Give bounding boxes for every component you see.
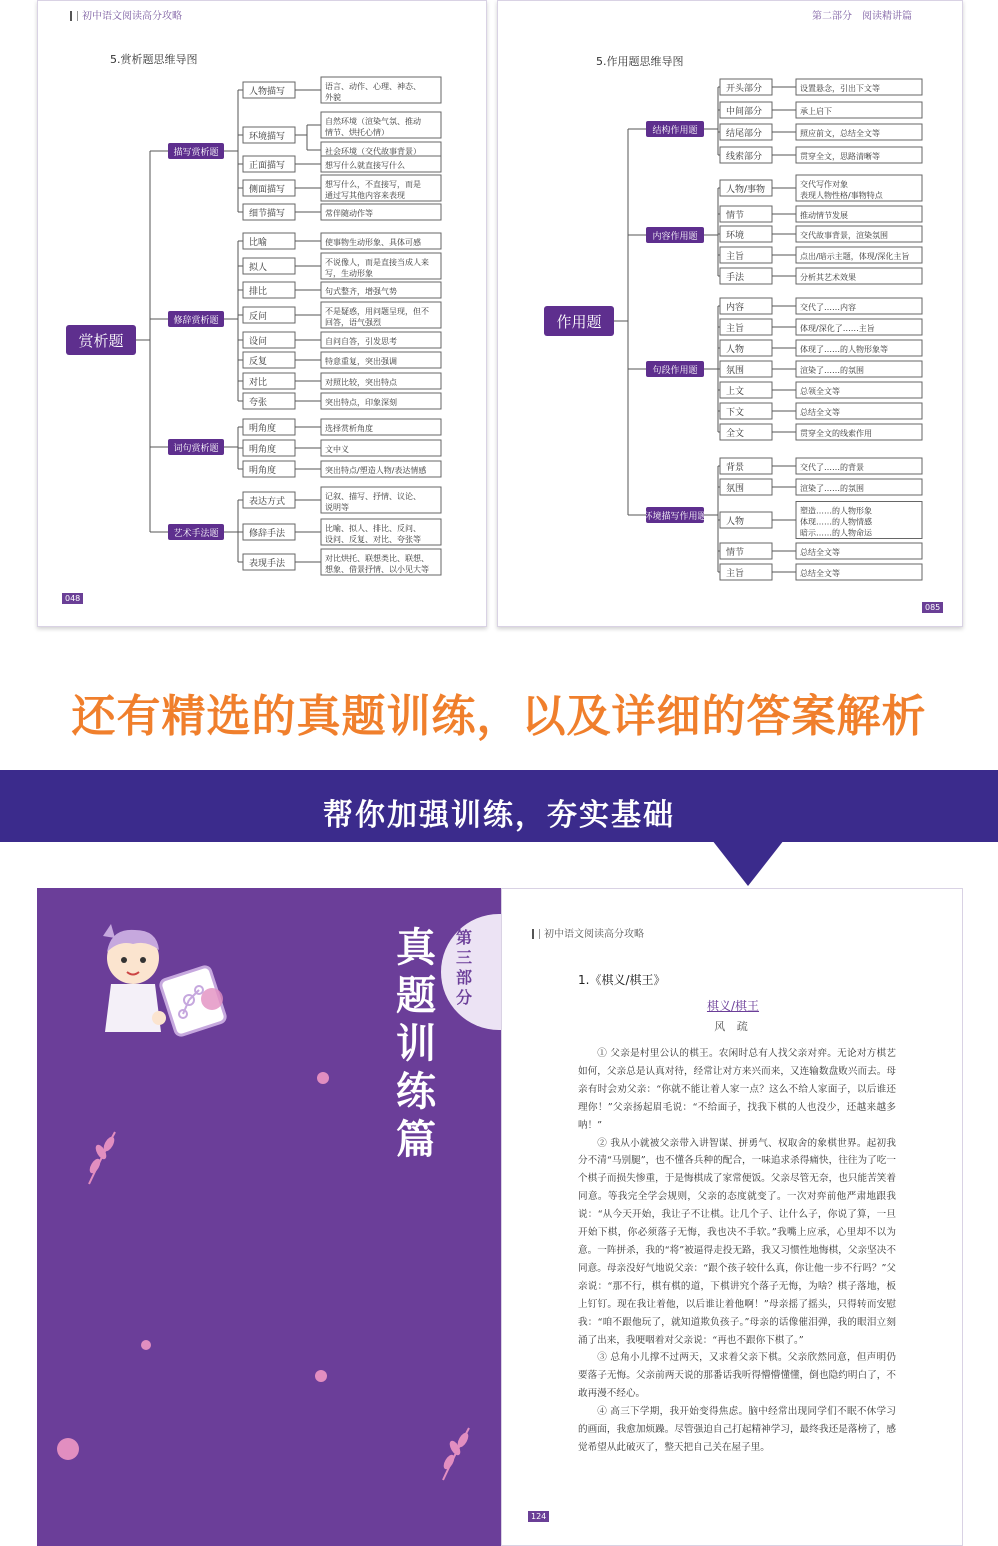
promo-banner-text: 帮你加强训练，夯实基础 (323, 798, 675, 833)
mindmap-root-label: 作用题 (556, 313, 602, 331)
mindmap-description-text: 交代故事背景，渲染氛围 (800, 231, 888, 240)
mindmap-item-label: 氛围 (726, 484, 745, 494)
mindmap-category-label: 句段作用题 (652, 366, 698, 376)
mindmap-description-text: 使事物生动形象、具体可感 (325, 238, 421, 247)
paragraph: ② 我从小就被父亲带入讲智谋、拼勇气、权取舍的象棋世界。起初我分不清“马别腿”，也不懂各兵种的配合，一味追求杀得痛快，往往为了吃一个棋子而损失惨重，于是悔棋成了家常便饭。父亲尽管无奈，也只能苦笑着同意。等我完全学会规则，父亲的态度就变了。一次对弈前他严肃地跟我说：“从今天开始，我让子不让棋。让几个子、让什么子，你说了算，一旦开始下棋，你必须落子无悔，我也决不手软。”我嘴上应承，心里却不以为意。一阵拼杀，我的“将”被逼得走投无路，我又习惯性地悔棋，父亲坚决不同意。母亲没好气地说父亲：“跟个孩子较什么真，你让他一步不行吗？”父亲说：“那不行，棋有棋的道，下棋讲究个落子无悔，为啥？棋子落地，板上钉钉。现在我让着他，以后谁让着他啊！”母亲摇了摇头，只得转而安慰我：“咱不跟他玩了，就知道欺负孩子。”母亲的话像催泪弹，我的眼泪立刻涌了出来，我哽咽着对父亲说：“再也不跟你下棋了。” (578, 1137, 896, 1346)
mindmap-item-label: 人物/事物 (726, 185, 766, 195)
mindmap-description-text: 体现……的人物情感 (800, 517, 872, 527)
mindmap-description-text: 总结全文等 (800, 548, 840, 557)
mindmap-item-label: 手法 (726, 273, 745, 283)
mindmap-item-label: 情节 (726, 548, 745, 558)
promo-headline: 还有精选的真题训练，以及详细的答案解析 (71, 691, 927, 742)
mindmap-item-label: 全文 (726, 429, 745, 439)
mindmap-item-label: 明角度 (249, 445, 277, 455)
mindmap-category-label: 结构作用题 (652, 126, 698, 136)
mindmap-description-text: 交代了……的背景 (800, 463, 864, 472)
mindmap-item-label: 反复 (249, 357, 268, 367)
mindmap-description-text: 社会环境（交代故事背景） (325, 147, 421, 156)
mindmap-item-label: 排比 (249, 287, 268, 297)
mindmap-description-text: 交代了……内容 (800, 303, 856, 312)
mindmap-description-text: 对比烘托、联想类比、联想、 (325, 554, 429, 563)
mindmap-item-label: 上文 (726, 387, 745, 397)
mindmap-description-text: 句式整齐，增强气势 (325, 287, 397, 296)
mindmap-description-text: 回答，语气强烈 (325, 318, 381, 327)
mindmap-item-label: 表现手法 (249, 559, 286, 569)
mindmap-description-text: 总结全文等 (800, 569, 840, 578)
mindmap-category-label: 描写赏析题 (173, 148, 219, 158)
mindmap-description-text: 对照比较，突出特点 (325, 378, 397, 387)
mindmap-item-label: 中间部分 (726, 107, 763, 117)
mindmap-item-label: 设问 (249, 337, 268, 347)
mindmap-description-text: 说明等 (325, 503, 349, 512)
mindmap-description-text: 想象、借景抒情、以小见大等 (325, 565, 429, 574)
mindmap-description-text: 贯穿全文的线索作用 (800, 429, 872, 438)
part-label: 第三部分 (455, 928, 472, 1007)
mindmap-category-label: 内容作用题 (652, 232, 698, 242)
mindmap-description-text: 特意重复，突出强调 (325, 357, 397, 366)
leaf-sprig-icon (81, 1128, 121, 1188)
mindmap-description-text: 通过写其他内容来表现 (325, 191, 405, 200)
mindmap-item-label: 线索部分 (726, 152, 763, 162)
mindmap-item-label: 环境 (726, 231, 745, 241)
decor-dot (201, 988, 223, 1010)
mindmap-description-text: 文中义 (325, 445, 349, 454)
page-header (532, 925, 644, 940)
mindmap-category-label: 词句赏析题 (173, 444, 219, 454)
mindmap-item-label: 主旨 (726, 324, 745, 334)
child-reading-illustration (93, 922, 273, 1052)
mindmap-description-text: 突出特点，印象深刻 (325, 398, 397, 407)
mindmap-item-label: 主旨 (726, 569, 745, 579)
mindmap-description-text: 语言、动作、心理、神态、 (325, 82, 421, 91)
mindmap-description-text: 想写什么，不直接写，而是 (325, 180, 421, 189)
mindmap-item-label: 侧面描写 (249, 185, 286, 195)
mindmap-item-label: 人物描写 (249, 87, 286, 97)
mindmap-description-text: 常伴随动作等 (325, 209, 373, 218)
mindmap-description-text: 贯穿全文，思路清晰等 (800, 152, 880, 161)
mindmap-item-label: 下文 (726, 408, 745, 418)
mindmap-description-text: 承上启下 (800, 107, 832, 116)
mindmap-description-text: 照应前文，总结全文等 (800, 129, 880, 138)
article-body (578, 1045, 896, 1457)
mindmap-description-text: 渲染了……的氛围 (800, 366, 864, 375)
mindmap-item-label: 正面描写 (249, 161, 286, 171)
mindmap-description-text: 写，生动形象 (325, 269, 373, 278)
mindmap-item-label: 明角度 (249, 466, 277, 476)
page-header-text: 初中语文阅读高分攻略 (82, 11, 182, 22)
mindmap-item-label: 情节 (726, 211, 745, 221)
mindmap-description-text: 体现/深化了……主旨 (800, 324, 875, 333)
mindmap-description-text: 塑造……的人物形象 (800, 506, 872, 516)
left-book-page (37, 0, 487, 627)
mindmap-description-text: 体现了……的人物形象等 (800, 345, 888, 354)
mindmap-description-text: 推动情节发展 (800, 211, 848, 220)
mindmap-item-label: 细节描写 (249, 209, 286, 219)
mindmap-description-text: 交代写作对象 (800, 180, 848, 189)
mindmap-category-label: 艺术手法题 (173, 529, 219, 539)
mindmap-item-label: 环境描写 (249, 132, 286, 142)
mindmap-description-text: 点出/暗示主题，体现/深化主旨 (800, 252, 910, 261)
page-number: 124 (528, 1511, 549, 1522)
paragraph: ④ 高三下学期，我开始变得焦虑。脑中经常出现同学们不眠不休学习的画面，我愈加烦躁。尽管强迫自己打起精神学习，最终我还是落榜了，感觉希望从此破灭了，整天把自己关在屋子里。 (578, 1406, 896, 1453)
leaf-sprig-icon (435, 1424, 475, 1484)
mindmap-root-label: 赏析题 (78, 332, 124, 350)
mindmap-item-label: 明角度 (249, 424, 277, 434)
mindmap-description-text: 不说像人，而是直接当成人来 (325, 258, 429, 267)
mindmap-category-label: 修辞赏析题 (173, 316, 219, 326)
mindmap-description-text: 表现人物性格/事物特点 (800, 191, 883, 200)
page-header-text: 初中语文阅读高分攻略 (544, 929, 644, 940)
mindmap-appreciation (38, 1, 487, 627)
mindmap-item-label: 人物 (726, 517, 745, 527)
right-book-page (497, 0, 963, 627)
mindmap-item-label: 氛围 (726, 366, 745, 376)
mindmap-description-text: 比喻、拟人、排比、反问、 (325, 524, 421, 533)
book-icon (532, 929, 540, 939)
section-cover-page (37, 888, 501, 1546)
decor-dot (315, 1370, 327, 1382)
page-number: 048 (62, 593, 83, 604)
paragraph: ③ 总角小儿撑不过两天，又求着父亲下棋。父亲欣然同意，但声明仍要落子无悔。父亲前两天说的那番话我听得懵懵懂懂，倒也隐约明白了，不敢再漫不经心。 (578, 1352, 896, 1400)
mindmap-item-label: 夸张 (249, 398, 268, 408)
question-number: 1.《棋义/棋王》 (578, 973, 666, 987)
mindmap-description-text: 情节、烘托心情） (325, 128, 389, 137)
mindmap-description-text: 自问自答，引发思考 (325, 337, 397, 346)
cover-title: 真题训练篇 (396, 924, 436, 1163)
mindmap-item-label: 内容 (726, 303, 745, 313)
page-header: 第二部分 阅读精讲篇 (812, 11, 912, 22)
mindmap-description-text: 渲染了……的氛围 (800, 484, 864, 493)
mindmap-category-label: 环境描写作用题 (643, 512, 707, 522)
mindmap-item-label: 开头部分 (726, 84, 763, 94)
page-number: 085 (922, 602, 943, 613)
mindmap-item-label: 对比 (249, 378, 268, 388)
mindmap-description-text: 记叙、描写、抒情、议论、 (325, 492, 421, 501)
mindmap-item-label: 比喻 (249, 238, 268, 248)
mindmap-item-label: 人物 (726, 345, 745, 355)
mindmap-description-text: 设置悬念，引出下文等 (800, 84, 880, 93)
mindmap-description-text: 总结全文等 (800, 408, 840, 417)
decor-dot (57, 1438, 79, 1460)
article-title: 棋义/棋王 (706, 999, 760, 1013)
mindmap-description-text: 不是疑惑，用问题呈现，但不 (325, 307, 429, 316)
mindmap-description-text: 自然环境（渲染气氛、推动 (325, 117, 421, 126)
section-title: 5.赏析题思维导图 (110, 53, 198, 66)
paragraph: ① 父亲是村里公认的棋王。农闲时总有人找父亲对弈。无论对方棋艺如何，父亲总是认真对待，经常让对方来兴而来，又连输数盘败兴而去。母亲有时会劝父亲：“你就不能让着人家一点？这么不给人家面子，以后谁还理你！”父亲扬起眉毛说：“不给面子，找我下棋的人也没少，还越来越多呐！” (578, 1048, 896, 1131)
mindmap-item-label: 结尾部分 (726, 129, 763, 139)
mindmap-description-text: 外貌 (325, 93, 341, 102)
mindmap-item-label: 拟人 (249, 263, 268, 273)
mindmap-function (498, 1, 963, 627)
article-author: 风 疏 (714, 1020, 752, 1033)
decor-dot (317, 1072, 329, 1084)
mindmap-item-label: 主旨 (726, 252, 745, 262)
article-page (501, 888, 963, 1546)
mindmap-description-text: 想写什么就直接写什么 (325, 161, 405, 170)
mindmap-item-label: 反问 (249, 312, 268, 322)
mindmap-description-text: 总领全文等 (800, 387, 840, 396)
mindmap-description-text: 分析其艺术效果 (800, 273, 856, 282)
decor-dot (141, 1340, 151, 1350)
mindmap-item-label: 表达方式 (249, 497, 286, 507)
mindmap-item-label: 背景 (726, 463, 745, 473)
open-book (37, 888, 963, 1546)
mindmap-description-text: 暗示……的人物命运 (800, 528, 872, 538)
mindmap-description-text: 设问、反复、对比、夸张等 (325, 535, 421, 544)
section-title: 5.作用题思维导图 (596, 55, 684, 68)
mindmap-description-text: 选择赏析角度 (325, 424, 373, 433)
mindmap-description-text: 突出特点/塑造人物/表达情感 (325, 466, 427, 475)
mindmap-item-label: 修辞手法 (249, 529, 286, 539)
banner-arrow (712, 840, 784, 886)
